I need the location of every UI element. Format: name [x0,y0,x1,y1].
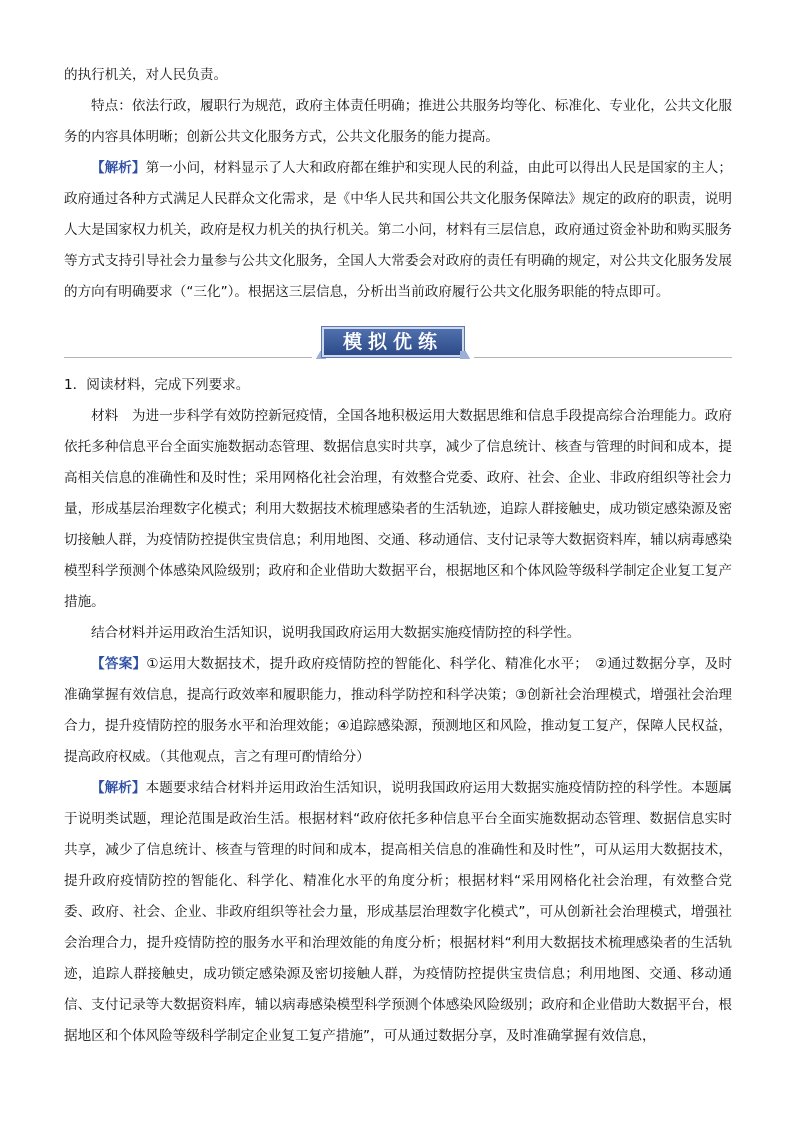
section-banner-title: 模拟优练 [322,327,464,357]
features-paragraph: 特点：依法行政，履职行为规范，政府主体责任明确；推进公共服务均等化、标准化、专业化，公共文化服务的内容具体明晰；创新公共文化服务方式，公共文化服务的能力提高。 [64,98,732,145]
previous-answer-tail: 的执行机关，对人民负责。 [64,67,228,83]
question-heading: 1．阅读材料，完成下列要求。 [64,377,250,393]
answer-tag: 【答案】 [91,656,147,672]
answer-paragraph: 【答案】①运用大数据技术，提升政府疫情防控的智能化、科学化、精准化水平； ②通过数据分享，及时准确掌握有效信息，提高行政效率和履职能力，推动科学防控和科学决策；③创新社会治理模式，增强社会治理合力，提升疫情防控的服务水平和治理效能；④追踪感染源，预测地区和风险，推动复工复产，保障人民权益，提高政府权威。（其他观点，言之有理可酌情给分） [64,656,733,765]
analysis-paragraph: 【解析】本题要求结合材料并运用政治生活知识，说明我国政府运用大数据实施疫情防控的科学性。本题属于说明类试题，理论范围是政治生活。根据材料“政府依托多种信息平台全面实施数据动态管理、数据信息实时共享，减少了信息统计、核查与管理的时间和成本，提高相关信息的准确性和及时性”，可从运用大数据技术，提升政府疫情防控的智能化、科学化、精准化水平的角度分析；根据材料“采用网格化社会治理，有效整合党委、政府、社会、企业、非政府组织等社会力量，形成基层治理数字化模式”，可从创新社会治理模式，增强社会治理合力，提升疫情防控的服务水平和治理效能的角度分析；根据材料“利用大数据技术梳理感染者的生活轨迹，追踪人群接触史，成功锁定感染源及密切接触人群，为疫情防控提供宝贵信息；利用地图、交通、移动通信、支付记录等大数据资料库，辅以病毒感染模型科学预测个体感染风险级别；政府和企业借助大数据平台，根据地区和个体风险等级科学制定企业复工复产措施”，可从通过数据分享，及时准确掌握有效信息， [64,780,733,1044]
question-prompt: 结合材料并运用政治生活知识，说明我国政府运用大数据实施疫情防控的科学性。 [91,625,581,641]
analysis-tag: 【解析】 [91,160,146,176]
previous-analysis-paragraph: 【解析】第一小问，材料显示了人大和政府都在维护和实现人民的利益，由此可以得出人民是国家的主人；政府通过各种方式满足人民群众文化需求，是《中华人民共和国公共文化服务保障法》规定的政府的职责，说明人大是国家权力机关，政府是权力机关的执行机关。第二小问，材料有三层信息，政府通过资金补助和购买服务等方式支持引导社会力量参与公共文化服务，全国人大常委会对政府的责任有明确的规定，对公共文化服务发展的方向有明确要求（“三化”）。根据这三层信息，分析出当前政府履行公共文化服务职能的特点即可。 [64,160,733,300]
material-paragraph: 材料 为进一步科学有效防控新冠疫情，全国各地积极运用大数据思维和信息手段提高综合治理能力。政府依托多种信息平台全面实施数据动态管理、数据信息实时共享，减少了信息统计、核查与管理的时间和成本，提高相关信息的准确性和及时性；采用网格化社会治理，有效整合党委、政府、社会、企业、非政府组织等社会力量，形成基层治理数字化模式；利用大数据技术梳理感染者的生活轨迹，追踪人群接触史，成功锁定感染源及密切接触人群，为疫情防控提供宝贵信息；利用地图、交通、移动通信、支付记录等大数据资料库，辅以病毒感染模型科学预测个体感染风险级别；政府和企业借助大数据平台，根据地区和个体风险等级科学制定企业复工复产措施。 [64,408,732,610]
analysis-tag: 【解析】 [91,780,146,796]
banner-right-ornament [460,351,474,359]
section-banner [312,325,474,359]
